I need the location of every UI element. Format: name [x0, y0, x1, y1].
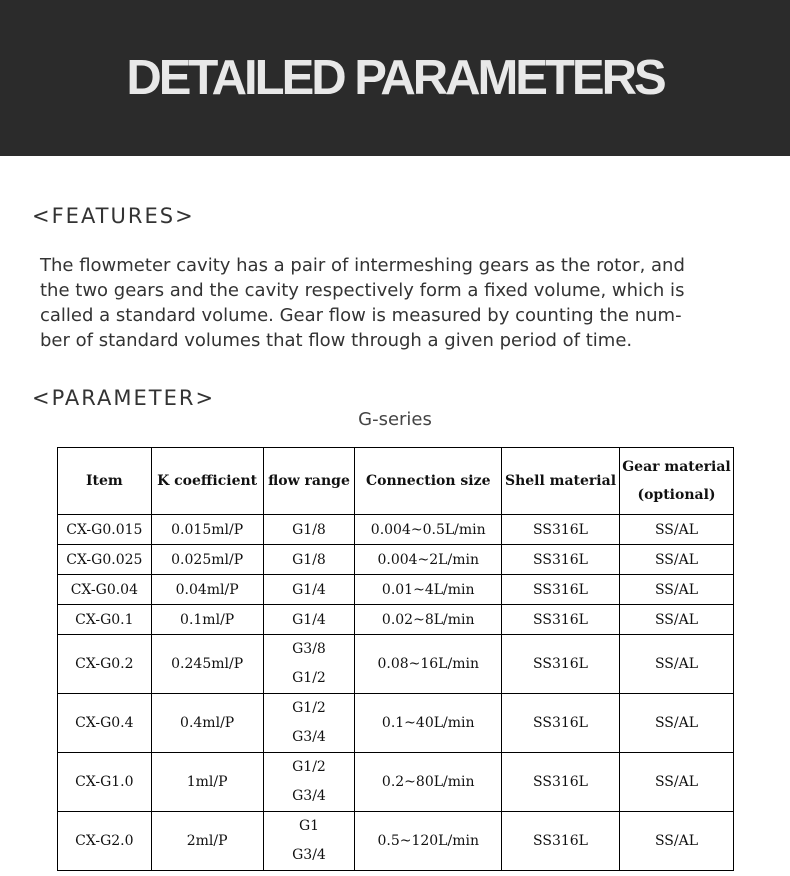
cell-flow: 0.01~4L/min: [355, 575, 502, 605]
size-option: G3/4: [292, 847, 326, 863]
cell-size: [263, 812, 355, 871]
cell-k-coefficient: 1ml/P: [151, 753, 263, 812]
cell-size: G1/4: [263, 575, 355, 605]
features-line: The flowmeter cavity has a pair of intermeshing gears as the rotor, and: [40, 255, 685, 276]
cell-size: G1/8: [263, 545, 355, 575]
header-connection-size: Connection size: [355, 448, 502, 515]
size-option: G1/2: [292, 759, 326, 775]
table-row: [58, 753, 734, 812]
size-option: G3/4: [292, 729, 326, 745]
cell-item: CX-G2.0: [58, 812, 152, 871]
features-heading: <FEATURES>: [32, 204, 195, 228]
cell-size: G1/4: [263, 605, 355, 635]
series-title: G-series: [358, 409, 432, 430]
cell-size: [263, 635, 355, 694]
cell-shell: SS316L: [502, 812, 620, 871]
cell-k-coefficient: 0.04ml/P: [151, 575, 263, 605]
cell-k-coefficient: 0.1ml/P: [151, 605, 263, 635]
cell-shell: SS316L: [502, 753, 620, 812]
header-gear-material-label: Gear material: [622, 459, 731, 475]
cell-item: CX-G1.0: [58, 753, 152, 812]
cell-gear: SS/AL: [619, 635, 733, 694]
cell-gear: SS/AL: [619, 575, 733, 605]
table-row: [58, 812, 734, 871]
cell-k-coefficient: 2ml/P: [151, 812, 263, 871]
cell-item: CX-G0.2: [58, 635, 152, 694]
cell-flow: 0.08~16L/min: [355, 635, 502, 694]
table-header-row: [58, 448, 734, 515]
table-row: [58, 605, 734, 635]
page-title: DETAILED PARAMETERS: [126, 51, 664, 105]
table-row: [58, 545, 734, 575]
cell-shell: SS316L: [502, 575, 620, 605]
cell-gear: SS/AL: [619, 515, 733, 545]
cell-item: CX-G0.4: [58, 694, 152, 753]
cell-size: [263, 753, 355, 812]
cell-gear: SS/AL: [619, 812, 733, 871]
header-shell-material: Shell material: [502, 448, 620, 515]
cell-item: CX-G0.04: [58, 575, 152, 605]
cell-shell: SS316L: [502, 694, 620, 753]
cell-item: CX-G0.025: [58, 545, 152, 575]
size-option: G3/4: [292, 788, 326, 804]
table-row: [58, 694, 734, 753]
parameters-table: [57, 447, 734, 871]
cell-gear: SS/AL: [619, 753, 733, 812]
cell-k-coefficient: 0.4ml/P: [151, 694, 263, 753]
cell-size: [263, 694, 355, 753]
features-line: called a standard volume. Gear flow is measured by counting the num-: [40, 305, 682, 326]
cell-flow: 0.5~120L/min: [355, 812, 502, 871]
header-k-coefficient: K coefficient: [151, 448, 263, 515]
features-paragraph: [40, 253, 752, 353]
table-row: [58, 575, 734, 605]
cell-flow: 0.004~2L/min: [355, 545, 502, 575]
table-row: [58, 515, 734, 545]
size-option: G3/8: [292, 641, 326, 657]
header-item: Item: [58, 448, 152, 515]
cell-gear: SS/AL: [619, 694, 733, 753]
header-gear-material: [619, 448, 733, 515]
header-flow-range: flow range: [263, 448, 355, 515]
size-option: G1/2: [292, 700, 326, 716]
cell-shell: SS316L: [502, 515, 620, 545]
cell-shell: SS316L: [502, 635, 620, 694]
cell-k-coefficient: 0.245ml/P: [151, 635, 263, 694]
features-line: ber of standard volumes that flow through a given period of time.: [40, 330, 633, 351]
cell-flow: 0.02~8L/min: [355, 605, 502, 635]
parameter-heading: <PARAMETER>: [32, 386, 216, 410]
cell-gear: SS/AL: [619, 605, 733, 635]
cell-flow: 0.004~0.5L/min: [355, 515, 502, 545]
cell-size: G1/8: [263, 515, 355, 545]
header-banner: [0, 0, 790, 156]
cell-shell: SS316L: [502, 605, 620, 635]
cell-item: CX-G0.1: [58, 605, 152, 635]
cell-flow: 0.2~80L/min: [355, 753, 502, 812]
cell-item: CX-G0.015: [58, 515, 152, 545]
features-line: the two gears and the cavity respectively form a fixed volume, which is: [40, 280, 685, 301]
table-row: [58, 635, 734, 694]
cell-gear: SS/AL: [619, 545, 733, 575]
cell-flow: 0.1~40L/min: [355, 694, 502, 753]
size-option: G1/2: [292, 670, 326, 686]
cell-shell: SS316L: [502, 545, 620, 575]
header-gear-optional-label: (optional): [637, 487, 716, 503]
size-option: G1: [298, 818, 320, 834]
cell-k-coefficient: 0.025ml/P: [151, 545, 263, 575]
cell-k-coefficient: 0.015ml/P: [151, 515, 263, 545]
